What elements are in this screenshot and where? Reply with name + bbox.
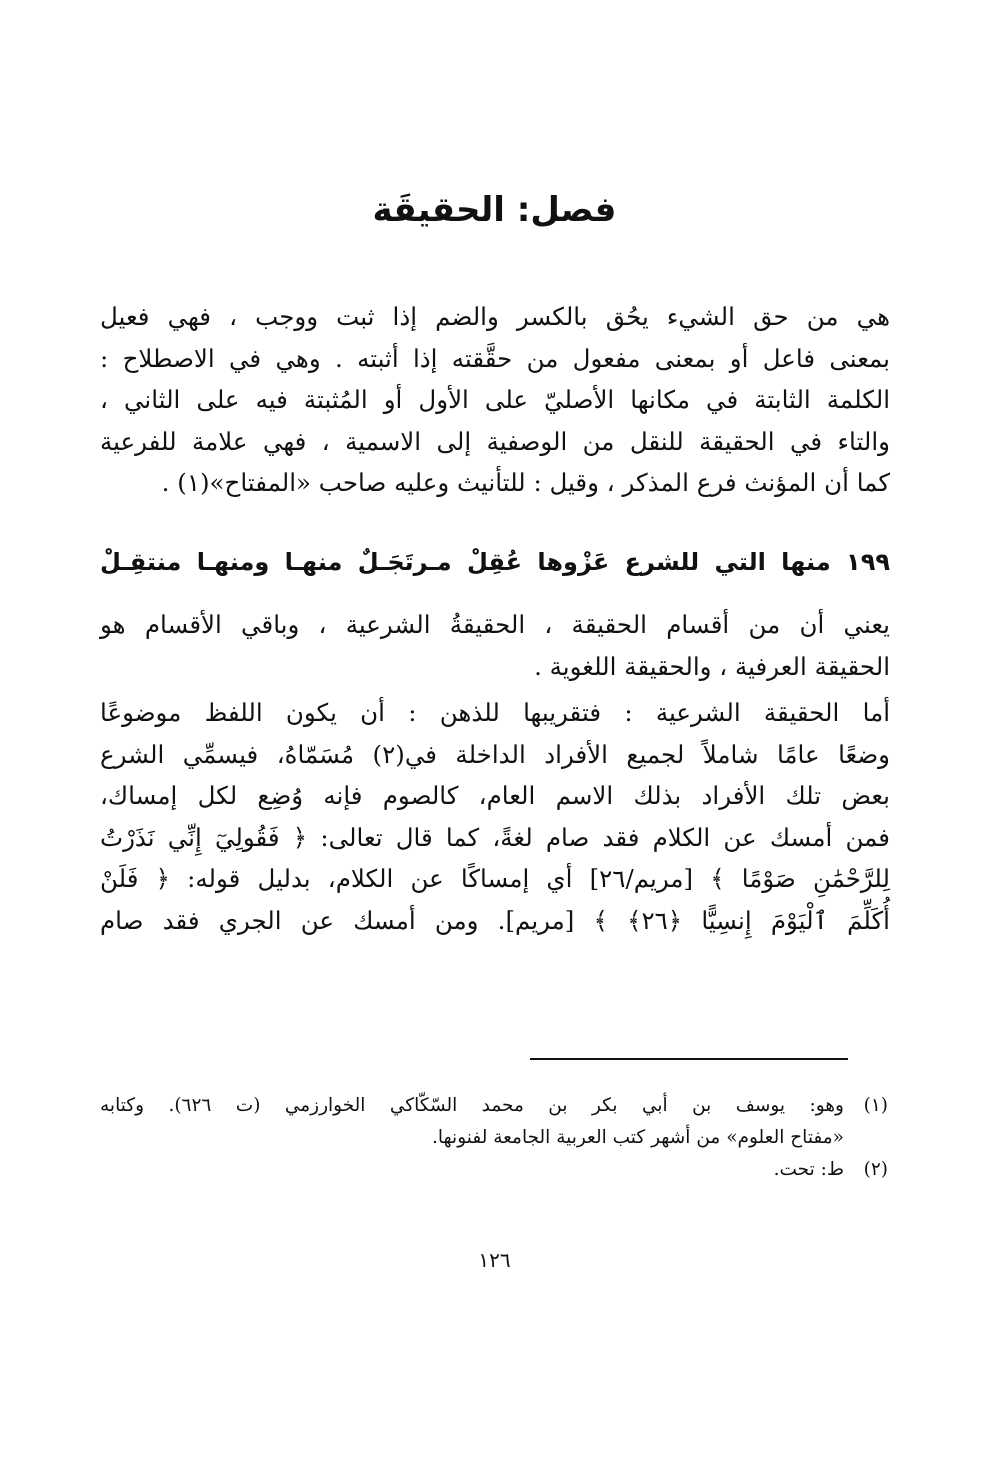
footnote-2 [100, 1154, 888, 1186]
text-line: أُكَلِّمَ ٱلْيَوْمَ إِنسِيًّا ﴿٢٦﴾ ﴾ [مريم]. ومن أمسك عن الجري فقد صام [100, 905, 890, 935]
verse-line: ١٩٩ منها التي للشرع عَزْوها عُقِلْ مـرتَجَـلٌ منهـا ومنهـا منتقِـلْ [100, 548, 890, 576]
text-line: بعض تلك الأفراد بذلك الاسم العام، كالصوم فإنه وُضِع لكل إمساك، [100, 781, 890, 810]
text-line: الحقيقة العرفية ، والحقيقة اللغوية . [534, 651, 890, 681]
text-line: فمن أمسك عن الكلام فقد صام لغةً، كما قال تعالى: ﴿ فَقُولِيٓ إِنِّي نَذَرْتُ [100, 822, 890, 852]
footnote-number: (٢) [863, 1159, 888, 1180]
footnote-text: وهو: يوسف بن أبي بكر بن محمد السّكّاكي الخوارزمي (ت ٦٢٦). وكتابه [100, 1095, 844, 1116]
footnote-text: ط: تحت. [773, 1159, 844, 1180]
footnote-divider [530, 1058, 848, 1060]
paragraph-sharia-reality [100, 692, 890, 941]
paragraph-definition [100, 296, 890, 504]
footnote-number: (١) [863, 1095, 888, 1116]
text-line: الكلمة الثابتة في مكانها الأصليّ على الأول أو المُثبتة فيه على الثاني ، [100, 385, 890, 414]
text-line: وضعًا عامًا شاملاً لجميع الأفراد الداخلة في(٢) مُسَمّاهُ، فيسمِّي الشرع [100, 739, 890, 769]
page-number: ١٢٦ [478, 1248, 511, 1272]
text-line: أما الحقيقة الشرعية : فتقريبها للذهن : أن يكون اللفظ موضوعًا [100, 698, 890, 727]
footnote-1 [100, 1090, 888, 1122]
poem-verse [100, 538, 890, 586]
footnote-text: «مفتاح العلوم» من أشهر كتب العربية الجامعة لفنونها. [432, 1127, 844, 1148]
section-title: فصل: الحقيقَة [372, 190, 617, 230]
paragraph-types [100, 604, 890, 687]
footnotes [100, 1090, 888, 1186]
text-line: لِلرَّحْمَٰنِ صَوْمًا ﴾ [مريم/٢٦] أي إمساكًا عن الكلام، بدليل قوله: ﴿ فَلَنْ [100, 864, 890, 893]
text-line: يعني أن من أقسام الحقيقة ، الحقيقةُ الشرعية ، وباقي الأقسام هو [100, 610, 890, 639]
text-line: بمعنى فاعل أو بمعنى مفعول من حقَّقته إذا أثبته . وهي في الاصطلاح : [100, 343, 890, 373]
text-line: هي من حق الشيء يحُق بالكسر والضم إذا ثبت ووجب ، فهي فعيل [100, 302, 890, 331]
text-line: كما أن المؤنث فرع المذكر ، وقيل : للتأنيث وعليه صاحب «المفتاح»(١) . [161, 468, 890, 497]
footnote-1-continuation [100, 1122, 888, 1154]
text-line: والتاء في الحقيقة للنقل من الوصفية إلى الاسمية ، فهي علامة للفرعية [100, 426, 890, 456]
